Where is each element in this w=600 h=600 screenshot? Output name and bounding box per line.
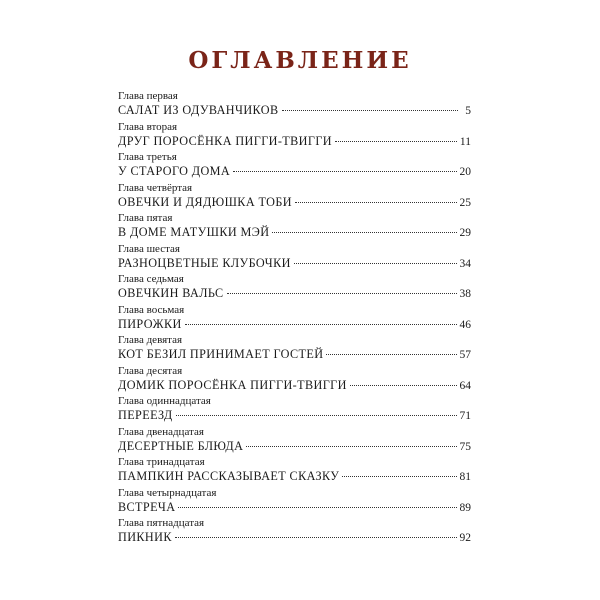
toc-entry[interactable] [118,90,471,121]
page-number: 46 [459,318,471,331]
toc-heading: ОГЛАВЛЕНИЕ [188,47,412,74]
dot-leader [342,476,456,477]
dot-leader [233,171,456,172]
chapter-title: РАЗНОЦВЕТНЫЕ КЛУБОЧКИ [118,255,291,270]
chapter-row [118,163,471,179]
chapter-title: ПАМПКИН РАССКАЗЫВАЕТ СКАЗКУ [118,469,340,483]
dot-leader [246,446,456,447]
page-number: 11 [459,135,471,148]
toc-entry[interactable] [118,182,471,213]
chapter-label: Глава девятая [118,334,183,346]
dot-leader [282,110,459,111]
chapter-title: ПЕРЕЕЗД [118,408,173,422]
chapter-label: Глава четвёртая [118,181,193,194]
chapter-title: ОВЕЧКИ И ДЯДЮШКА ТОБИ [118,194,292,209]
chapter-row [118,224,471,240]
chapter-title: ДРУГ ПОРОСЁНКА ПИГГИ-ТВИГГИ [118,133,332,148]
chapter-title: ОВЕЧКИН ВАЛЬС [118,286,224,300]
toc-entry[interactable] [118,151,471,182]
page-number: 20 [459,166,471,178]
chapter-row [118,468,471,484]
chapter-label: Глава пятнадцатая [118,517,205,529]
chapter-row [118,377,471,393]
chapter-label: Глава тринадцатая [118,456,205,468]
toc-entry[interactable] [118,456,471,487]
toc-entry[interactable] [118,487,471,518]
chapter-label: Глава восьмая [118,303,185,316]
page-number: 57 [459,349,471,361]
toc-entry[interactable] [118,395,471,426]
dot-leader [175,537,457,538]
chapter-row [118,407,471,423]
dot-leader [335,141,457,142]
chapter-row [118,346,471,362]
chapter-label: Глава вторая [118,120,178,133]
chapter-title: САЛАТ ИЗ ОДУВАНЧИКОВ [118,103,279,117]
page-number: 29 [459,227,471,239]
dot-leader [294,263,457,264]
chapter-row [118,316,471,332]
toc-entry[interactable] [118,365,471,396]
chapter-row [118,255,471,271]
chapter-title: КОТ БЕЗИЛ ПРИНИМАЕТ ГОСТЕЙ [118,347,324,361]
toc-entry[interactable] [118,304,471,335]
chapter-title: В ДОМЕ МАТУШКИ МЭЙ [118,225,270,239]
toc-entry[interactable] [118,121,471,152]
page-number: 38 [459,288,471,300]
page-number: 5 [465,105,471,117]
page-number: 34 [459,257,471,270]
chapter-label: Глава десятая [118,364,183,377]
chapter-label: Глава третья [118,151,177,163]
page-number: 25 [459,196,471,209]
chapter-label: Глава четырнадцатая [118,486,217,499]
toc-list [118,90,471,548]
chapter-row [118,438,471,454]
chapter-label: Глава шестая [118,242,180,255]
chapter-title: У СТАРОГО ДОМА [118,164,231,178]
toc-entry[interactable] [118,212,471,243]
toc-entry[interactable] [118,426,471,457]
chapter-row [118,102,471,118]
chapter-label: Глава одиннадцатая [118,395,211,407]
chapter-row [118,133,471,149]
chapter-title: ВСТРЕЧА [118,499,176,514]
dot-leader [295,202,457,203]
toc-entry[interactable] [118,273,471,304]
toc-entry[interactable] [118,243,471,274]
dot-leader [176,415,457,416]
toc-entry[interactable] [118,517,471,548]
chapter-title: ПИРОЖКИ [118,316,182,331]
chapter-row [118,194,471,210]
chapter-label: Глава пятая [118,212,173,224]
chapter-title: ПИКНИК [118,530,172,544]
page-number: 89 [459,501,471,514]
chapter-label: Глава первая [118,90,178,102]
chapter-title: ДЕСЕРТНЫЕ БЛЮДА [118,438,244,453]
dot-leader [227,293,457,294]
page-number: 92 [459,532,471,544]
page-number: 81 [459,471,471,483]
chapter-row [118,285,471,301]
dot-leader [326,354,456,355]
page-number: 64 [459,379,471,392]
dot-leader [178,507,456,508]
dot-leader [350,385,457,386]
page-number: 75 [459,440,471,453]
dot-leader [272,232,456,233]
chapter-label: Глава двенадцатая [118,425,204,438]
chapter-row [118,499,471,515]
chapter-row [118,529,471,545]
dot-leader [185,324,457,325]
page-number: 71 [459,410,471,422]
chapter-title: ДОМИК ПОРОСЁНКА ПИГГИ-ТВИГГИ [118,377,347,392]
toc-entry[interactable] [118,334,471,365]
chapter-label: Глава седьмая [118,273,184,285]
